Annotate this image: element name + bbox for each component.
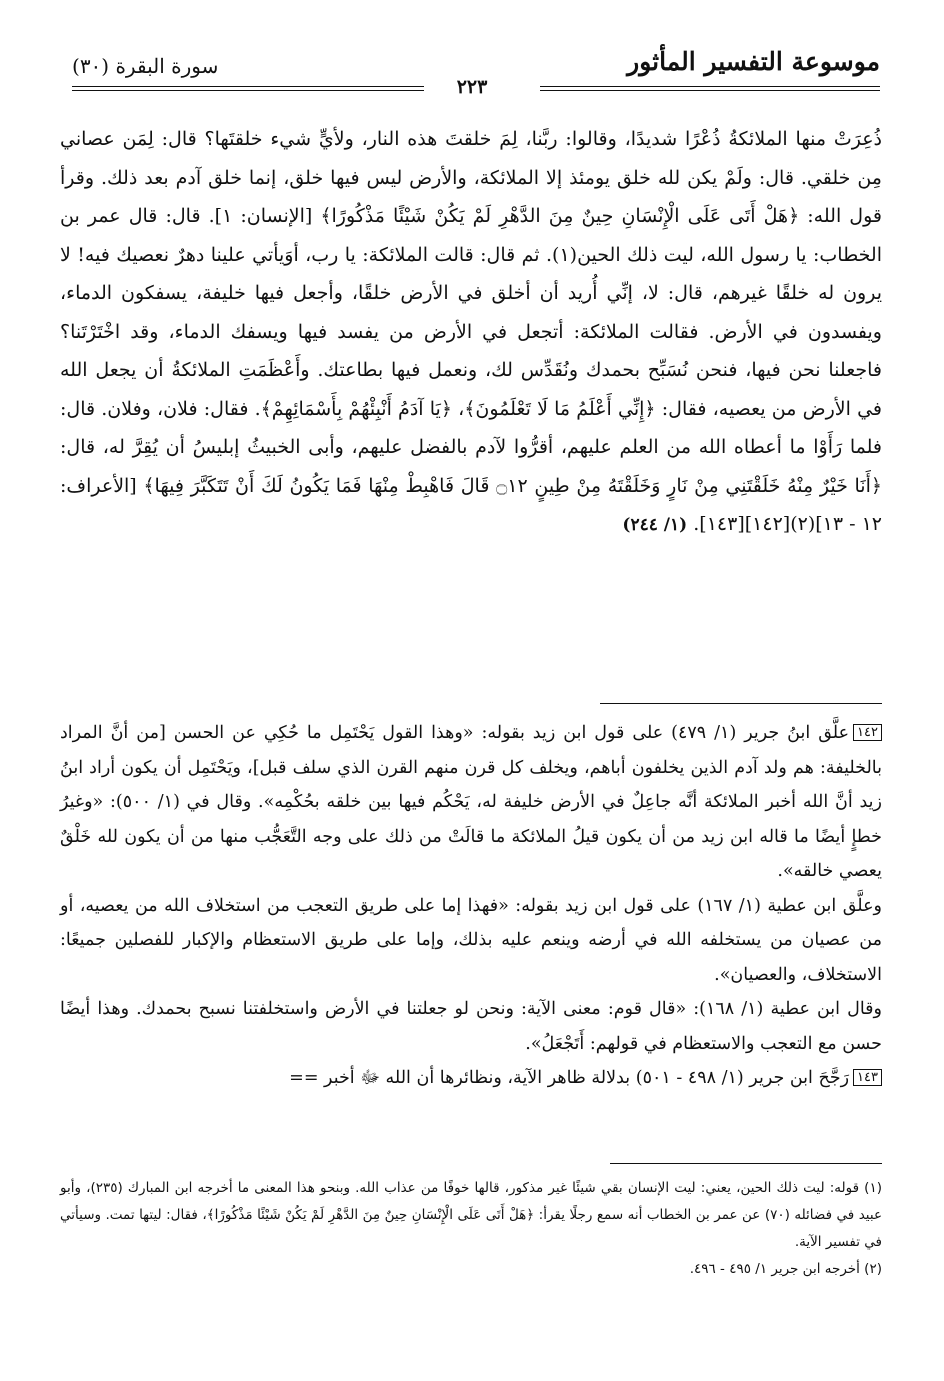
page-number: ٢٢٣ bbox=[456, 76, 488, 98]
header-rule-left bbox=[72, 86, 424, 91]
commentary-text: وقال ابن عطية (١/ ١٦٨): «قال قوم: معنى الآية: ونحن لو جعلتنا في الأرض واستخلفتنا نسبح بحمدك. وهذا أيضًا حسن مع التعجب والاستعظام في قولهم: أَتَجْعَلُ». bbox=[60, 999, 882, 1054]
commentary-text: وعلَّق ابن عطية (١/ ١٦٧) على قول ابن زيد بقوله: «فهذا إما على طريق التعجب من استخلاف الله من يعصيه، أو من عصيان من يستخلفه الله في أرضه وينعم عليه بذلك، وإما على طريق الاستعظام والإكبار للفصلين جميعًا: الاستخلاف، والعصيان». bbox=[60, 895, 882, 985]
main-source-ref: (١/ ٢٤٤) bbox=[622, 515, 688, 535]
commentary-number-box: ١٤٣ bbox=[853, 1069, 882, 1086]
book-title: موسوعة التفسير المأثور bbox=[627, 47, 880, 76]
commentary-section bbox=[60, 716, 882, 1096]
commentary-text: علَّق ابنُ جرير (١/ ٤٧٩) على قول ابن زيد بقوله: «وهذا القول يَحْتَمِل ما حُكِي عن الحسن [من أنَّ المراد بالخليفة: هم ولد آدم الذين يخلفون أباهم، ويخلف كل قرن منهم القرن الذي سلف قبل]، ويَحْتَمِل أن يكون أراد ابنُ زيد أنَّ الله أخبر الملائكة أنَّه جاعِلٌ في الأرض خليفة له، يَحْكُم فيها بين خلقه بحُكْمِه». وقال في (١/ ٥٠٠): «وغيرُ خطإٍ أيضًا ما قاله ابن زيد من أن يكون قيلُ الملائكة ما قالَتْ من ذلك على وجه التَّعَجُّب منها من أن يكون لله خَلْقٌ يعصي خالقه». bbox=[60, 723, 882, 881]
commentary-paragraph bbox=[60, 716, 882, 889]
header-rule-right bbox=[540, 86, 880, 91]
footnote: (١) قوله: ليت ذلك الحين، يعني: ليت الإنسان بقي شيئًا غير مذكور، قالها خوفًا من عذاب الله. وبنحو هذا المعنى ما أخرجه ابن المبارك (٢٣٥)، وأبو عبيد في فضائله (٧٠) عن عمر بن الخطاب أنه سمع رجلًا يقرأ: ﴿هَلْ أَتَى عَلَى الْإِنْسَانِ حِينٌ مِنَ الدَّهْرِ لَمْ يَكُنْ شَيْئًا مَذْكُورًا﴾، فقال: ليتها تمت. وسيأتي في تفسير الآية. bbox=[60, 1180, 883, 1250]
commentary-number-box: ١٤٢ bbox=[853, 724, 882, 741]
commentary-paragraph bbox=[60, 1061, 882, 1096]
surah-label: سورة البقرة (٣٠) bbox=[72, 54, 219, 78]
footnotes bbox=[60, 1175, 882, 1283]
main-text bbox=[60, 120, 882, 545]
main-body: ذُعِرَتْ منها الملائكةُ ذُعْرًا شديدًا، وقالوا: ربَّنا، لِمَ خلقتَ هذه النار، ولأيٍّ شيء خلقتَها؟ قال: لِمَن عصاني مِن خلقي. قال: ولَمْ يكن لله خلق يومئذ إلا الملائكة، والأرض ليس فيها خلق، إنما خلق آدم بعد ذلك. وقرأ قول الله: ﴿هَلْ أَتَى عَلَى الْإِنْسَانِ حِينٌ مِنَ الدَّهْرِ لَمْ يَكُنْ شَيْئًا مَذْكُورًا﴾ [الإنسان: ١]. قال: قال عمر بن الخطاب: يا رسول الله، ليت ذلك الحين(١). ثم قال: قالت الملائكة: يا رب، أوَيأتي علينا دهرٌ نعصيك فيه! لا يرون له خلقًا غيرهم، قال: لا، إنِّي أُريد أن أخلق في الأرض خلقًا، وأجعل فيها خليفة، يسفكون الدماء، ويفسدون في الأرض. فقالت الملائكة: أتجعل في الأرض من يفسد فيها ويسفك الدماء، وقد اخْتَرْتَنا؟ فاجعلنا نحن فيها، فنحن نُسَبِّح بحمدك ونُقَدِّس لك، ونعمل فيها بطاعتك. وأَعْظَمَتِ الملائكةُ أن يجعل الله في الأرض من يعصيه، فقال: ﴿إِنِّي أَعْلَمُ مَا لَا تَعْلَمُونَ﴾، ﴿يَا آدَمُ أَنْبِئْهُمْ بِأَسْمَائِهِمْ﴾. فقال: فلان، وفلان. قال: فلما رَأَوْا ما أعطاه الله من العلم عليهم، أقرُّوا لآدم بالفضل عليهم، وأبى الخبيثُ إبليسُ أن يُقِرَّ له، قال: ﴿أَنَا خَيْرٌ مِنْهُ خَلَقْتَنِي مِنْ نَارٍ وَخَلَقْتَهُ مِنْ طِينٍ ۝١٢ قَالَ فَاهْبِطْ مِنْهَا فَمَا يَكُونُ لَكَ أَنْ تَتَكَبَّرَ فِيهَا﴾ [الأعراف: ١٢ - ١٣](٢)[١٤٢][١٤٣]. bbox=[60, 128, 883, 535]
footnote: (٢) أخرجه ابن جرير ١/ ٤٩٥ - ٤٩٦. bbox=[689, 1261, 882, 1277]
commentary-separator bbox=[600, 703, 882, 704]
commentary-paragraph bbox=[60, 992, 882, 1061]
commentary-paragraph bbox=[60, 889, 882, 993]
footnote-separator bbox=[610, 1163, 882, 1164]
commentary-text: رَجَّحَ ابن جرير (١/ ٤٩٨ - ٥٠١) بدلالة ظاهر الآية، ونظائرها أن الله ﷻ أخبر == bbox=[289, 1068, 850, 1088]
